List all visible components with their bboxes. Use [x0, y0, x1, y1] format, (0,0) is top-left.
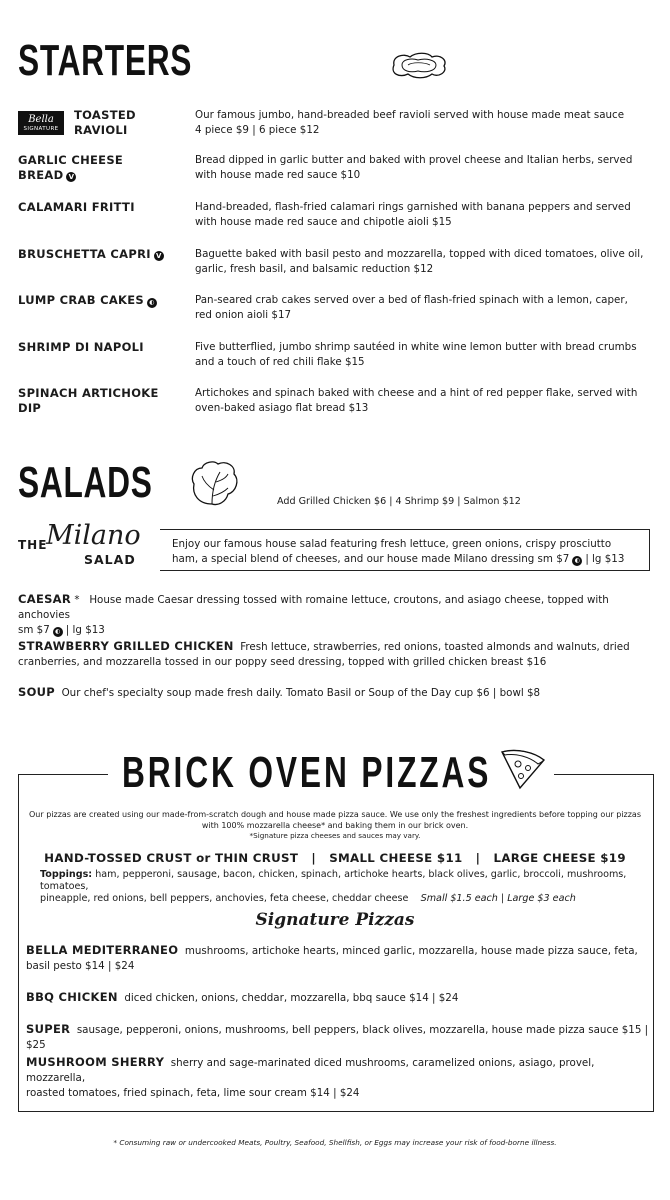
starter-desc-shrimp-di-napoli: Five butterflied, jumbo shrimp sautéed in white wine lemon butter with bread crumbs and a touch of red chili flake $15	[195, 341, 637, 368]
caesar-star: *	[74, 594, 80, 606]
caesar-price-small: sm $7	[18, 624, 50, 636]
footer-disclaimer: * Consuming raw or undercooked Meats, Poultry, Seafood, Shellfish, or Eggs may increase your risk of food-borne illness.	[113, 1138, 557, 1147]
gluten-free-icon: ◐	[147, 298, 157, 308]
starter-price: 4 piece $9 | 6 piece $12	[195, 124, 320, 136]
milano-desc-line1: Enjoy our famous house salad featuring fresh lettuce, green onions, crispy prosciutto	[172, 538, 612, 550]
pizza-intro-line1: Our pizzas are created using our made-from-scratch dough and house made pizza sauce. We use only the freshest ingredients before topping our pizzas	[29, 810, 641, 819]
toppings-line1	[40, 869, 640, 893]
soup-desc: Our chef's specialty soup made fresh daily. Tomato Basil or Soup of the Day cup $6 | bowl $8	[61, 687, 541, 699]
toppings-list1: ham, pepperoni, sausage, bacon, chicken, spinach, artichoke hearts, black olives, garlic, broccoli, mushrooms, tomatoes,	[40, 869, 627, 892]
milano-script: Milano	[46, 520, 141, 551]
bella-signature-logo	[18, 111, 64, 135]
starter-desc-toasted-ravioli	[195, 108, 655, 138]
crust-line: HAND-TOSSED CRUST or THIN CRUST | SMALL CHEESE $11 | LARGE CHEESE $19	[44, 851, 626, 865]
signature-pizzas-title: Signature Pizzas	[255, 910, 415, 930]
caesar-price-large: | lg $13	[65, 624, 105, 636]
starter-name-text: BRUSCHETTA CAPRI	[18, 247, 151, 261]
pizza-desc: diced chicken, onions, cheddar, mozzarella, bbq sauce $14 | $24	[124, 992, 459, 1004]
starter-name-toasted-ravioli: TOASTED RAVIOLI	[74, 108, 136, 137]
salads-title: SALADS	[18, 458, 153, 507]
pizza-bella-mediterraneo	[26, 943, 646, 974]
pizza-price: basil pesto $14 | $24	[26, 960, 135, 972]
starter-name-spinach-artichoke-dip: SPINACH ARTICHOKE DIP	[18, 386, 159, 415]
pizza-super	[26, 1022, 652, 1053]
starter-name-text: GARLIC CHEESE BREAD	[18, 153, 124, 182]
soup	[18, 685, 653, 701]
pizza-name: BELLA MEDITERRANEO	[26, 943, 179, 957]
pizza-intro	[24, 810, 646, 842]
milano-the: THE	[18, 538, 48, 552]
vegetarian-icon: V	[154, 251, 164, 261]
bella-logo-text: Bella	[28, 113, 54, 125]
lettuce-icon	[188, 458, 240, 508]
pizza-intro-line3: *Signature pizza cheeses and sauces may vary.	[249, 831, 421, 840]
soup-name: SOUP	[18, 685, 56, 699]
caesar-desc: House made Caesar dressing tossed with romaine lettuce, croutons, and asiago cheese, topped with anchovies	[18, 594, 609, 621]
pizza-name: MUSHROOM SHERRY	[26, 1055, 165, 1069]
starter-name-text: LUMP CRAB CAKES	[18, 293, 144, 307]
strawberry-desc: Fresh lettuce, strawberries, red onions, toasted almonds and walnuts, dried	[240, 641, 630, 653]
starter-desc-lump-crab-cakes: Pan-seared crab cakes served over a bed of flash-fried spinach with a lemon, caper, red onion aioli $17	[195, 294, 628, 321]
pizza-bbq-chicken	[26, 990, 646, 1006]
strawberry-desc2: cranberries, and mozzarella tossed in our poppy seed dressing, topped with grilled chicken breast $16	[18, 656, 547, 668]
milano-salad-desc	[172, 537, 642, 567]
pizza-mushroom-sherry	[26, 1055, 646, 1101]
pizza-name: BBQ CHICKEN	[26, 990, 118, 1004]
milano-salad-word: SALAD	[84, 552, 136, 567]
starter-desc-bruschetta-capri: Baguette baked with basil pesto and mozzarella, topped with diced tomatoes, olive oil, garlic, fresh basil, and balsamic reduction $12	[195, 248, 644, 275]
caesar-name: CAESAR	[18, 592, 72, 606]
starter-name-bruschetta-capri	[18, 247, 164, 262]
starter-desc-spinach-artichoke-dip: Artichokes and spinach baked with cheese and a hint of red pepper flake, served with oven-baked asiago flat bread $13	[195, 387, 638, 414]
toppings-line2	[40, 893, 640, 905]
pizza-name: SUPER	[26, 1022, 71, 1036]
salad-strawberry	[18, 639, 653, 670]
starter-desc-garlic-cheese-bread: Bread dipped in garlic butter and baked with provel cheese and Italian herbs, served with house made red sauce $10	[195, 154, 633, 181]
starter-name-lump-crab-cakes	[18, 293, 157, 308]
toppings	[40, 869, 640, 905]
starter-name-shrimp-di-napoli: SHRIMP DI NAPOLI	[18, 340, 144, 354]
starter-desc-calamari-fritti: Hand-breaded, flash-fried calamari rings garnished with banana peppers and served with house made red sauce and chipotle aioli $15	[195, 201, 631, 228]
pizza-desc: mushrooms, artichoke hearts, minced garlic, mozzarella, house made pizza sauce, feta,	[184, 945, 638, 957]
salad-addons: Add Grilled Chicken $6 | 4 Shrimp $9 | Salmon $12	[277, 496, 521, 507]
pizzas-title: BRICK OVEN PIZZAS	[122, 748, 492, 797]
gluten-free-icon: ◐	[572, 556, 582, 566]
starters-title: STARTERS	[18, 36, 193, 85]
gluten-free-icon: ◐	[53, 627, 63, 637]
starter-desc-line: Our famous jumbo, hand-breaded beef ravioli served with house made meat sauce	[195, 109, 625, 121]
pizza-intro-line2: with 100% mozzarella cheese* and baking them in our brick oven.	[201, 820, 469, 830]
toppings-price: Small $1.5 each | Large $3 each	[420, 893, 576, 904]
milano-desc-line2	[172, 552, 642, 567]
ravioli-icon	[388, 50, 450, 80]
bella-logo-subtext: SIGNATURE	[23, 125, 59, 132]
starter-name-garlic-cheese-bread	[18, 153, 168, 183]
pizza-desc: sherry and sage-marinated diced mushrooms, caramelized onions, asiago, provel, mozzarella,	[26, 1057, 595, 1084]
salad-caesar	[18, 592, 653, 638]
toppings-label: Toppings:	[40, 869, 93, 880]
starter-name-calamari-fritti: CALAMARI FRITTI	[18, 200, 135, 214]
strawberry-name: STRAWBERRY GRILLED CHICKEN	[18, 639, 234, 653]
milano-price-large: | lg $13	[585, 553, 625, 565]
pizza-desc: sausage, pepperoni, onions, mushrooms, bell peppers, black olives, mozzarella, house made pizza sauce $15 | $25	[26, 1024, 649, 1051]
milano-desc-text: ham, a special blend of cheeses, and our house made Milano dressing sm $7	[172, 553, 570, 565]
pizza-slice-icon	[496, 746, 550, 792]
toppings-list2: pineapple, red onions, bell peppers, anchovies, feta cheese, cheddar cheese	[40, 893, 409, 904]
milano-salad-logo	[14, 518, 160, 572]
vegetarian-icon: V	[66, 172, 76, 182]
pizza-price: roasted tomatoes, fried spinach, feta, lime sour cream $14 | $24	[26, 1087, 360, 1099]
